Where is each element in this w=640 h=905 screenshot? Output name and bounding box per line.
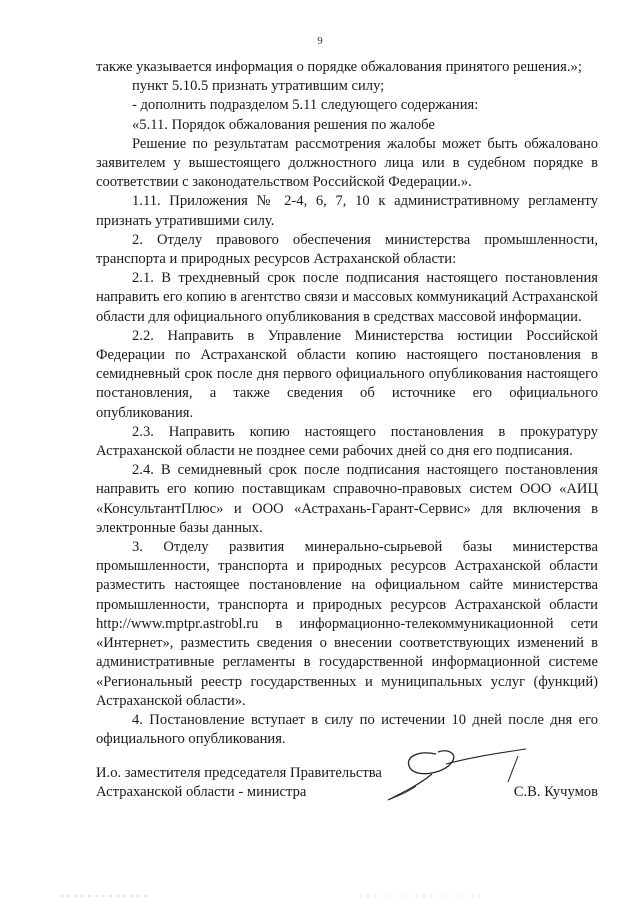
paragraph: «5.11. Порядок обжалования решения по жалобе	[132, 116, 435, 133]
scan-artifact	[60, 893, 580, 899]
page-number: 9	[317, 35, 323, 47]
paragraph: 2.2. Направить в Управление Министерства юстиции Российской Федерации по Астраханской области копию настоящего постановления в семидневный срок после дня первого официального опубликования настоящего постановления, а также сведения об источнике его официального опубликования.	[96, 327, 598, 421]
paragraph: 2.4. В семидневный срок после подписания настоящего постановления направить его копию поставщикам справочно-правовых систем ООО «АИЦ «КонсультантПлюс» и ООО «Астрахань-Гарант-Сервис» для включения в электронные базы данных.	[96, 462, 598, 536]
paragraph: 4. Постановление вступает в силу по истечении 10 дней после дня его официального опубликования.	[96, 711, 598, 748]
signer-title	[96, 764, 382, 802]
paragraph: 2.3. Направить копию настоящего постановления в прокуратуру Астраханской области не позднее семи рабочих дней со дня его подписания.	[96, 423, 598, 460]
signer-title-line-1: И.о. заместителя председателя Правительства	[96, 765, 382, 781]
signer-title-line-2: Астраханской области - министра	[96, 784, 307, 801]
paragraph: 3. Отделу развития минерально-сырьевой базы министерства промышленности, транспорта и природных ресурсов Астраханской области разместить настоящее постановление на официальном сайте министерства промышленности, транспорта и природных ресурсов Астраханской области http://www.mptpr.astrobl.ru в информационно-телекоммуникационной сети «Интернет», разместить сведения о внесении соответствующих изменений в административные регламенты в государственной информационной системе «Региональный реестр государственных и муниципальных услуг (функций) Астраханской области».	[96, 539, 598, 709]
paragraph: также указывается информация о порядке обжалования принятого решения.»;	[96, 59, 582, 75]
paragraph: Решение по результатам рассмотрения жалобы может быть обжаловано заявителем у вышестоящего должностного лица или в судебном порядке в соответствии с законодательством Российской Федерации.».	[96, 135, 598, 191]
paragraph: 1.11. Приложения № 2-4, 6, 7, 10 к административному регламенту признать утратившими силу.	[96, 193, 598, 229]
paragraph: пункт 5.10.5 признать утратившим силу;	[132, 78, 385, 95]
paragraph: 2. Отделу правового обеспечения министерства промышленности, транспорта и природных ресурсов Астраханской области:	[96, 231, 598, 268]
paragraph: 2.1. В трехдневный срок после подписания настоящего постановления направить его копию в агентство связи и массовых коммуникаций Астраханской области для официального опубликования в средствах массовой информации.	[96, 270, 598, 325]
document-body	[96, 58, 598, 749]
signature-block	[96, 764, 598, 824]
signer-name: С.В. Кучумов	[513, 784, 598, 800]
paragraph: - дополнить подразделом 5.11 следующего содержания:	[132, 97, 479, 114]
